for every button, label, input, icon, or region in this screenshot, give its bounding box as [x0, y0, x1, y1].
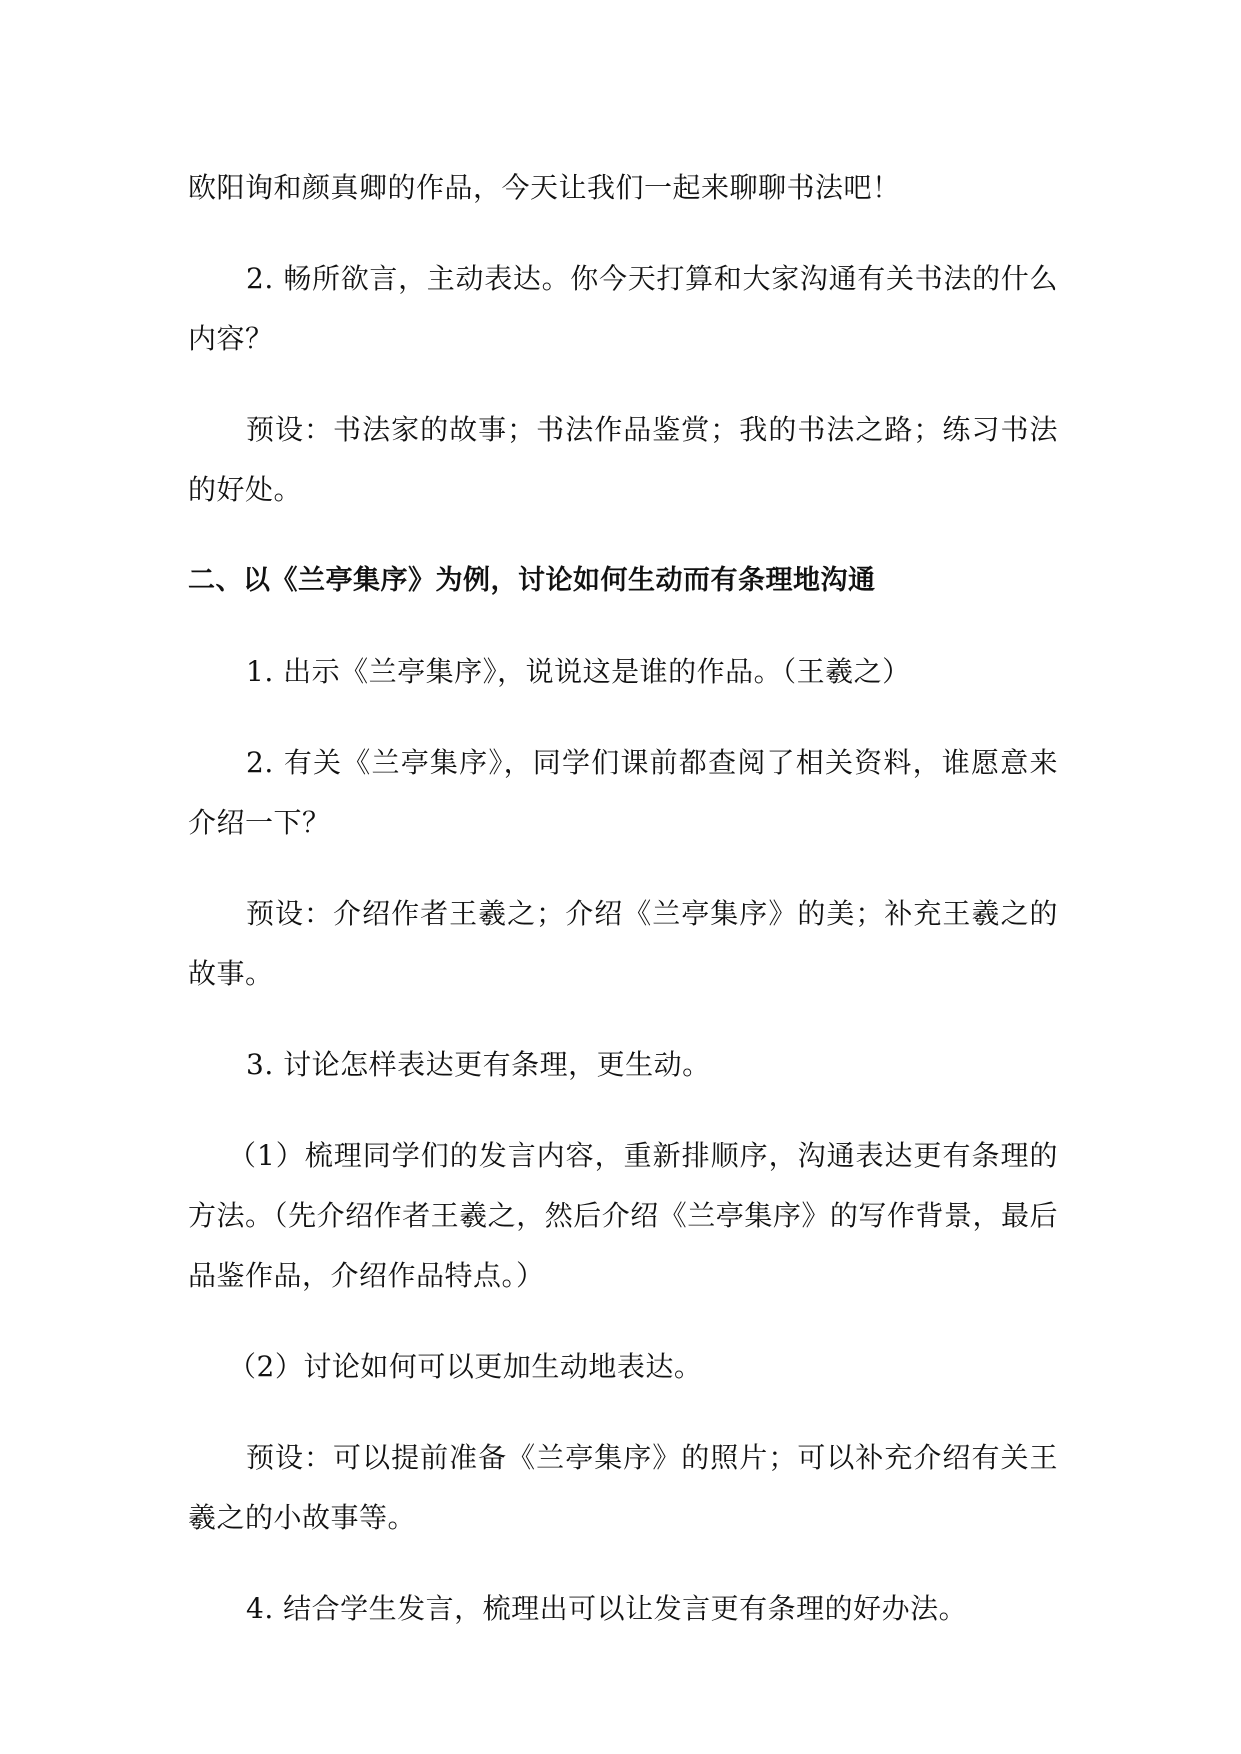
- paragraph-preset-topics: 预设：书法家的故事；书法作品鉴赏；我的书法之路；练习书法的好处。: [188, 413, 1058, 506]
- paragraph-step-2-introduce: 2. 有关《兰亭集序》，同学们课前都查阅了相关资料，谁愿意来介绍一下？: [188, 746, 1058, 839]
- paragraph-preset-vivid: 预设：可以提前准备《兰亭集序》的照片；可以补充介绍有关王羲之的小故事等。: [188, 1441, 1058, 1534]
- paragraph-step-3-discuss: 3. 讨论怎样表达更有条理，更生动。: [246, 1048, 711, 1081]
- paragraph-step-1-show: 1. 出示《兰亭集序》，说说这是谁的作品。（王羲之）: [246, 655, 911, 688]
- paragraph-step-4-summarize: 4. 结合学生发言，梳理出可以让发言更有条理的好办法。: [246, 1592, 968, 1625]
- paragraph-substep-2-vivid: （2）讨论如何可以更加生动地表达。: [228, 1350, 703, 1383]
- paragraph-step-2-express: 2. 畅所欲言，主动表达。你今天打算和大家沟通有关书法的什么内容？: [188, 262, 1058, 355]
- document-body: [188, 158, 1058, 1670]
- paragraph-substep-1-organize: （1）梳理同学们的发言内容，重新排顺序，沟通表达更有条理的方法。（先介绍作者王羲之，然后介绍《兰亭集序》的写作背景，最后品鉴作品，介绍作品特点。）: [188, 1139, 1058, 1292]
- section-heading-2: 二、以《兰亭集序》为例，讨论如何生动而有条理地沟通: [188, 565, 876, 596]
- paragraph-intro-continuation: 欧阳询和颜真卿的作品，今天让我们一起来聊聊书法吧！: [188, 171, 901, 204]
- paragraph-preset-introduction: 预设：介绍作者王羲之；介绍《兰亭集序》的美；补充王羲之的故事。: [188, 897, 1058, 990]
